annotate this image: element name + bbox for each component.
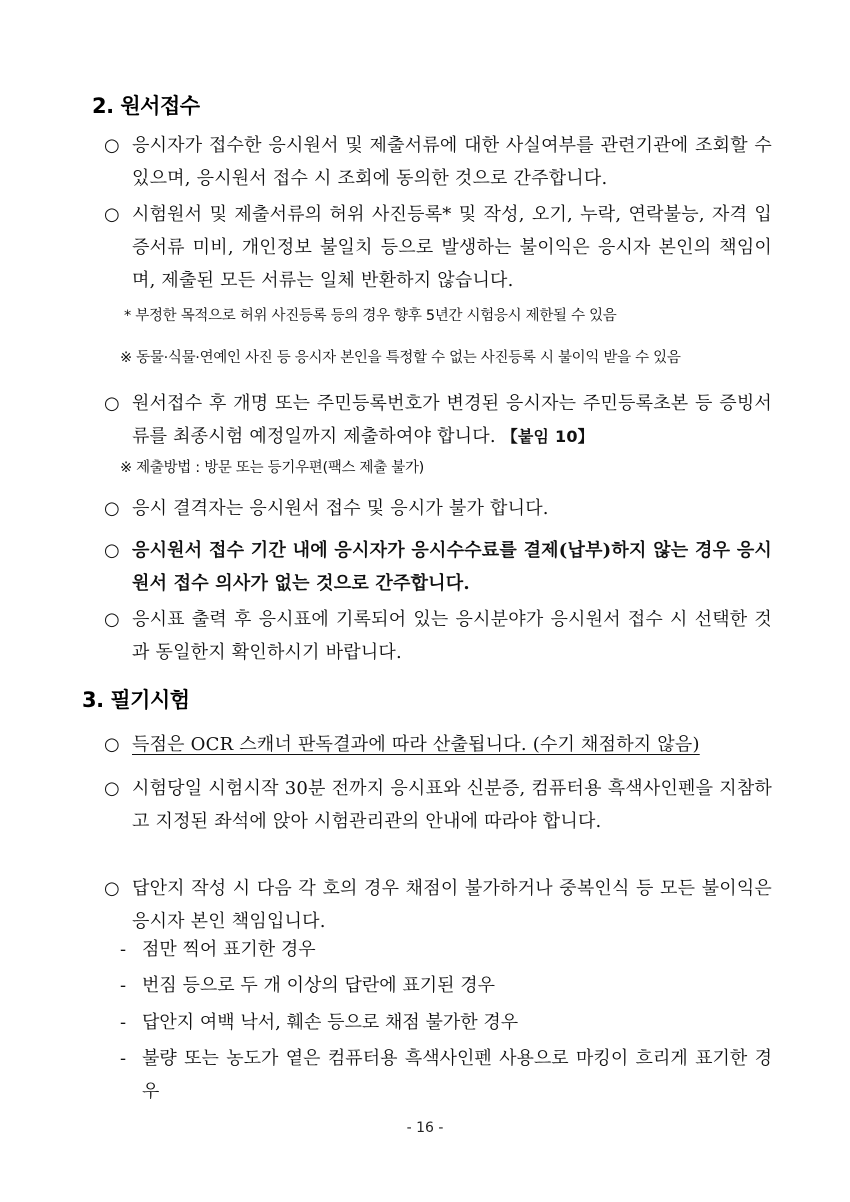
note-photo-restriction: ※ 동물·식물·연예인 사진 등 응시자 본인을 특정할 수 없는 사진등록 시 불이익 받을 수 있음 [120,350,681,366]
dash-bullet: - [120,939,127,960]
list-item: ○ 원서접수 후 개명 또는 주민등록번호가 변경된 응시자는 주민등록초본 등 증빙서류를 최종시험 예정일까지 제출하여야 합니다. 【붙임 10】 [104,387,772,453]
dash-bullet: - [120,1048,127,1069]
list-item: ○ 응시자가 접수한 응시원서 및 제출서류에 대한 사실여부를 관련기관에 조회할 수 있으며, 응시원서 접수 시 조회에 동의한 것으로 간주합니다. [104,129,772,195]
list-item: ○ 시험당일 시험시작 30분 전까지 응시표와 신분증, 컴퓨터용 흑색사인펜을 지참하고 지정된 좌석에 앉아 시험관리관의 안내에 따라야 합니다. [104,772,772,838]
sub-list-item: - 점만 찍어 표기한 경우 [120,933,772,966]
circle-bullet-icon: ○ [104,778,120,799]
sub-list-item: - 답안지 여백 낙서, 훼손 등으로 채점 불가한 경우 [120,1006,772,1039]
list-item-emphasized: ○ 응시원서 접수 기간 내에 응시자가 응시수수료를 결제(납부)하지 않는 경우 응시원서 접수 의사가 없는 것으로 간주합니다. [104,534,772,600]
circle-bullet-icon: ○ [104,734,120,755]
sub-list-item: - 불량 또는 농도가 옅은 컴퓨터용 흑색사인펜 사용으로 마킹이 흐리게 표기한 경우 [120,1042,772,1108]
list-item: ○ 시험원서 및 제출서류의 허위 사진등록* 및 작성, 오기, 누락, 연락불능, 자격 입증서류 미비, 개인정보 불일치 등으로 발생하는 불이익은 응시자 본인의 책임이며, 제출된 모든 서류는 일체 반환하지 않습니다. [104,198,772,297]
circle-bullet-icon: ○ [104,609,120,630]
list-item: ○ 응시 결격자는 응시원서 접수 및 응시가 불가 합니다. [104,492,772,525]
circle-bullet-icon: ○ [104,878,120,899]
page-number: - 16 - [406,1120,444,1136]
sub-list-item: - 번짐 등으로 두 개 이상의 답란에 표기된 경우 [120,969,772,1002]
list-item: ○ 응시표 출력 후 응시표에 기록되어 있는 응시분야가 응시원서 접수 시 선택한 것과 동일한지 확인하시기 바랍니다. [104,603,772,669]
circle-bullet-icon: ○ [104,540,120,561]
circle-bullet-icon: ○ [104,498,120,519]
circle-bullet-icon: ○ [104,393,120,414]
section-heading-application: 2. 원서접수 [92,94,200,118]
note-submission-method: ※ 제출방법 : 방문 또는 등기우편(팩스 제출 불가) [120,460,425,476]
list-item-underlined: ○ 득점은 OCR 스캐너 판독결과에 따라 산출됩니다. (수기 채점하지 않음) [104,728,772,761]
section-heading-written-exam: 3. 필기시험 [82,688,190,712]
dash-bullet: - [120,975,127,996]
dash-bullet: - [120,1012,127,1033]
circle-bullet-icon: ○ [104,135,120,156]
circle-bullet-icon: ○ [104,204,120,225]
list-item: ○ 답안지 작성 시 다음 각 호의 경우 채점이 불가하거나 중복인식 등 모든 불이익은 응시자 본인 책임입니다. [104,872,772,938]
footnote-photo-penalty: * 부정한 목적으로 허위 사진등록 등의 경우 향후 5년간 시험응시 제한될 수 있음 [124,308,617,324]
attachment-reference: 【붙임 10】 [501,427,594,446]
